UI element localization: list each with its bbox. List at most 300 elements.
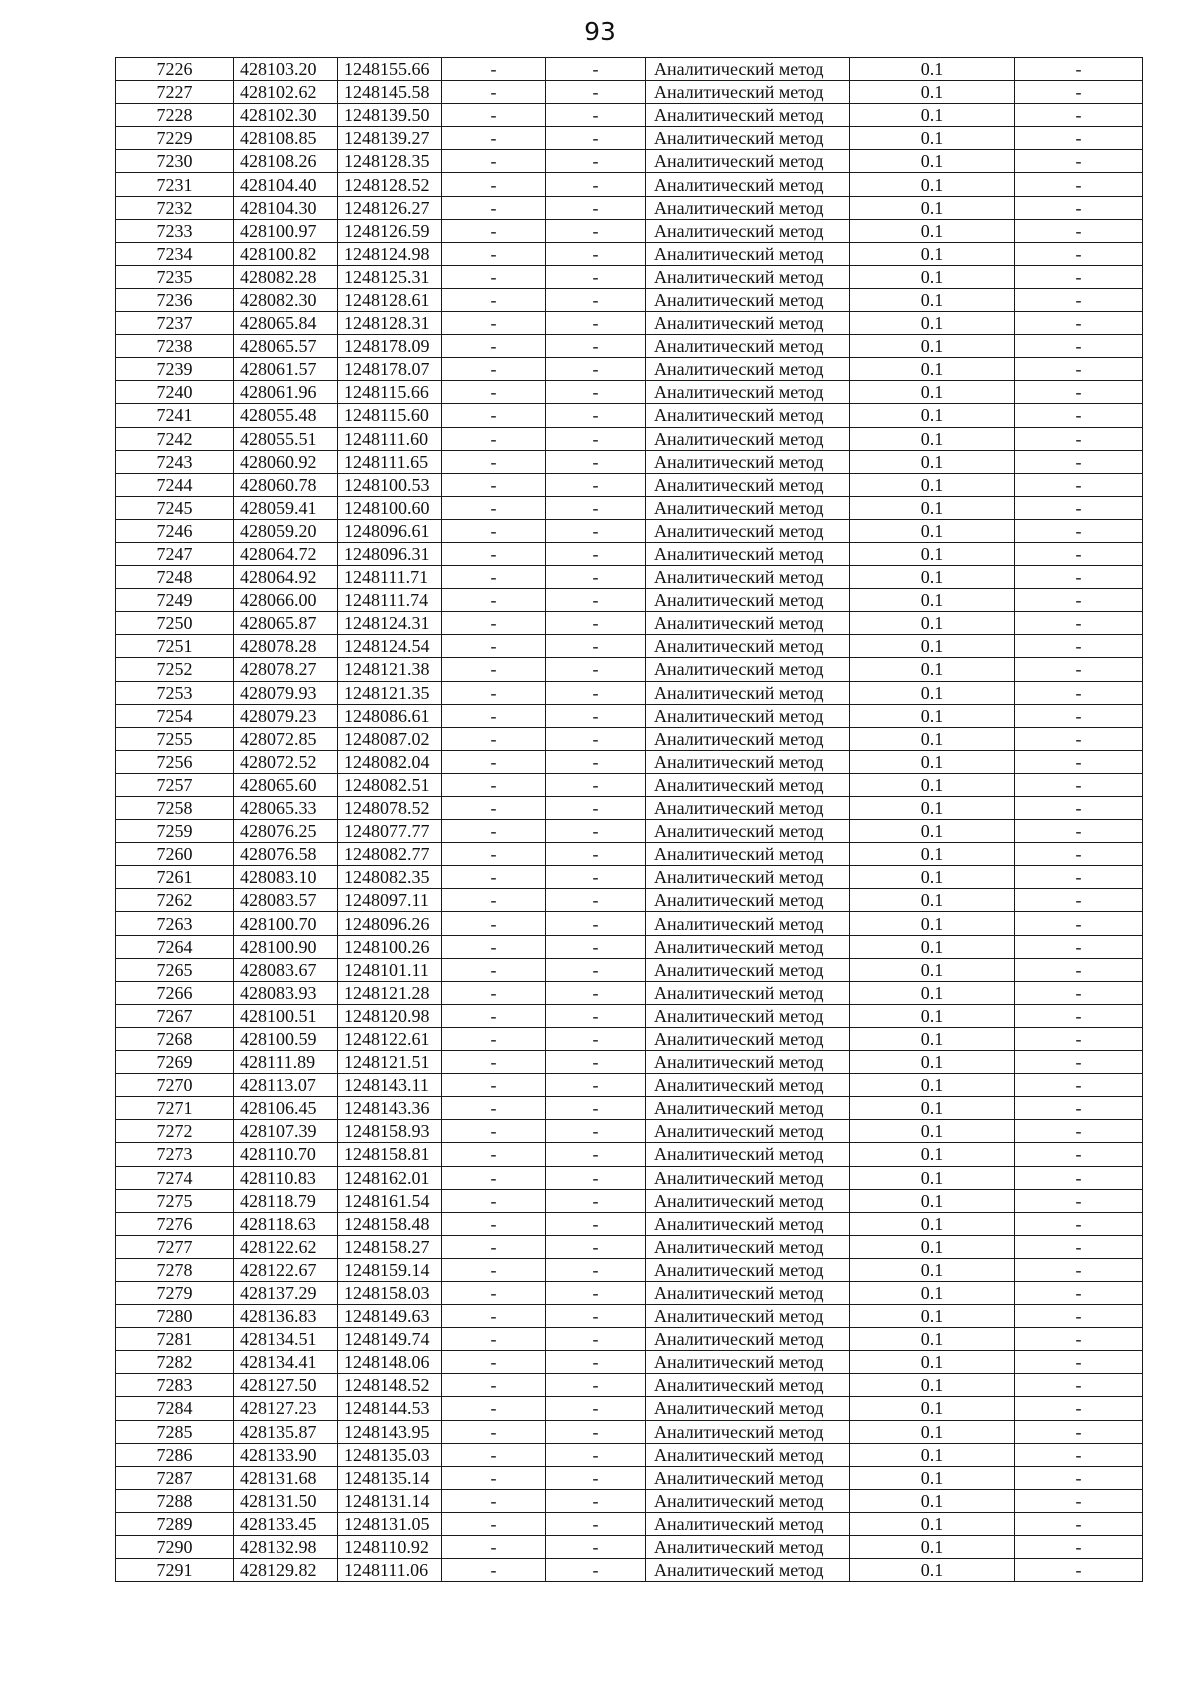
cell-y-coordinate: 1248135.14	[338, 1466, 442, 1489]
cell-method: Аналитический метод	[646, 1559, 850, 1582]
cell-accuracy: 0.1	[850, 473, 1015, 496]
cell-accuracy: 0.1	[850, 1466, 1015, 1489]
cell-point-number: 7237	[116, 312, 234, 335]
cell-y-coordinate: 1248143.36	[338, 1097, 442, 1120]
cell-note: -	[1015, 358, 1143, 381]
table-row	[116, 335, 1143, 358]
cell-x-coordinate: 428061.57	[234, 358, 338, 381]
cell-empty-a: -	[442, 127, 546, 150]
cell-method: Аналитический метод	[646, 773, 850, 796]
cell-accuracy: 0.1	[850, 542, 1015, 565]
cell-empty-b: -	[546, 1004, 646, 1027]
cell-y-coordinate: 1248128.52	[338, 173, 442, 196]
cell-point-number: 7280	[116, 1305, 234, 1328]
cell-y-coordinate: 1248128.61	[338, 288, 442, 311]
cell-note: -	[1015, 242, 1143, 265]
cell-point-number: 7279	[116, 1281, 234, 1304]
cell-x-coordinate: 428111.89	[234, 1051, 338, 1074]
cell-empty-a: -	[442, 1212, 546, 1235]
cell-empty-a: -	[442, 427, 546, 450]
cell-note: -	[1015, 1258, 1143, 1281]
cell-method: Аналитический метод	[646, 265, 850, 288]
cell-point-number: 7289	[116, 1512, 234, 1535]
cell-accuracy: 0.1	[850, 312, 1015, 335]
cell-note: -	[1015, 173, 1143, 196]
cell-empty-a: -	[442, 196, 546, 219]
cell-accuracy: 0.1	[850, 1212, 1015, 1235]
cell-x-coordinate: 428079.23	[234, 704, 338, 727]
cell-method: Аналитический метод	[646, 1420, 850, 1443]
cell-point-number: 7291	[116, 1559, 234, 1582]
cell-method: Аналитический метод	[646, 635, 850, 658]
cell-point-number: 7244	[116, 473, 234, 496]
cell-method: Аналитический метод	[646, 104, 850, 127]
cell-accuracy: 0.1	[850, 1258, 1015, 1281]
cell-empty-b: -	[546, 1420, 646, 1443]
cell-accuracy: 0.1	[850, 1051, 1015, 1074]
cell-x-coordinate: 428127.23	[234, 1397, 338, 1420]
cell-empty-a: -	[442, 335, 546, 358]
table-row	[116, 1097, 1143, 1120]
cell-y-coordinate: 1248121.38	[338, 658, 442, 681]
cell-point-number: 7254	[116, 704, 234, 727]
cell-empty-a: -	[442, 81, 546, 104]
cell-method: Аналитический метод	[646, 981, 850, 1004]
cell-x-coordinate: 428072.85	[234, 727, 338, 750]
cell-y-coordinate: 1248139.50	[338, 104, 442, 127]
cell-accuracy: 0.1	[850, 150, 1015, 173]
cell-x-coordinate: 428076.25	[234, 820, 338, 843]
cell-point-number: 7267	[116, 1004, 234, 1027]
cell-x-coordinate: 428066.00	[234, 589, 338, 612]
cell-empty-a: -	[442, 843, 546, 866]
cell-empty-b: -	[546, 219, 646, 242]
cell-accuracy: 0.1	[850, 589, 1015, 612]
cell-empty-a: -	[442, 1443, 546, 1466]
table-row	[116, 1328, 1143, 1351]
cell-y-coordinate: 1248139.27	[338, 127, 442, 150]
cell-method: Аналитический метод	[646, 312, 850, 335]
cell-accuracy: 0.1	[850, 1097, 1015, 1120]
cell-note: -	[1015, 566, 1143, 589]
cell-note: -	[1015, 496, 1143, 519]
cell-y-coordinate: 1248149.63	[338, 1305, 442, 1328]
table-row	[116, 1305, 1143, 1328]
cell-x-coordinate: 428108.85	[234, 127, 338, 150]
cell-y-coordinate: 1248111.65	[338, 450, 442, 473]
cell-x-coordinate: 428122.62	[234, 1235, 338, 1258]
cell-x-coordinate: 428060.92	[234, 450, 338, 473]
table-row	[116, 496, 1143, 519]
cell-note: -	[1015, 866, 1143, 889]
cell-method: Аналитический метод	[646, 1305, 850, 1328]
cell-empty-b: -	[546, 1189, 646, 1212]
cell-empty-b: -	[546, 797, 646, 820]
cell-empty-b: -	[546, 820, 646, 843]
cell-point-number: 7233	[116, 219, 234, 242]
cell-empty-b: -	[546, 1258, 646, 1281]
cell-x-coordinate: 428102.62	[234, 81, 338, 104]
cell-y-coordinate: 1248096.31	[338, 542, 442, 565]
cell-point-number: 7229	[116, 127, 234, 150]
cell-note: -	[1015, 104, 1143, 127]
cell-method: Аналитический метод	[646, 450, 850, 473]
cell-x-coordinate: 428100.70	[234, 912, 338, 935]
cell-accuracy: 0.1	[850, 981, 1015, 1004]
cell-method: Аналитический метод	[646, 1189, 850, 1212]
cell-empty-b: -	[546, 1536, 646, 1559]
cell-note: -	[1015, 450, 1143, 473]
cell-method: Аналитический метод	[646, 1536, 850, 1559]
cell-point-number: 7272	[116, 1120, 234, 1143]
cell-y-coordinate: 1248082.04	[338, 750, 442, 773]
cell-accuracy: 0.1	[850, 704, 1015, 727]
cell-method: Аналитический метод	[646, 1143, 850, 1166]
cell-point-number: 7266	[116, 981, 234, 1004]
cell-note: -	[1015, 1281, 1143, 1304]
coordinates-table-body	[116, 58, 1143, 1582]
cell-empty-b: -	[546, 1074, 646, 1097]
cell-note: -	[1015, 612, 1143, 635]
cell-y-coordinate: 1248124.98	[338, 242, 442, 265]
cell-point-number: 7235	[116, 265, 234, 288]
cell-empty-b: -	[546, 566, 646, 589]
table-row	[116, 312, 1143, 335]
cell-empty-b: -	[546, 1212, 646, 1235]
cell-note: -	[1015, 727, 1143, 750]
cell-empty-b: -	[546, 612, 646, 635]
cell-note: -	[1015, 58, 1143, 81]
cell-accuracy: 0.1	[850, 127, 1015, 150]
cell-note: -	[1015, 1166, 1143, 1189]
cell-method: Аналитический метод	[646, 797, 850, 820]
cell-empty-b: -	[546, 58, 646, 81]
cell-y-coordinate: 1248161.54	[338, 1189, 442, 1212]
cell-empty-a: -	[442, 612, 546, 635]
cell-accuracy: 0.1	[850, 1512, 1015, 1535]
cell-empty-a: -	[442, 358, 546, 381]
cell-empty-b: -	[546, 1097, 646, 1120]
cell-accuracy: 0.1	[850, 1189, 1015, 1212]
cell-note: -	[1015, 1143, 1143, 1166]
cell-empty-b: -	[546, 173, 646, 196]
cell-point-number: 7231	[116, 173, 234, 196]
cell-method: Аналитический метод	[646, 1374, 850, 1397]
cell-x-coordinate: 428100.82	[234, 242, 338, 265]
cell-x-coordinate: 428100.97	[234, 219, 338, 242]
cell-accuracy: 0.1	[850, 58, 1015, 81]
cell-empty-a: -	[442, 681, 546, 704]
cell-method: Аналитический метод	[646, 288, 850, 311]
table-row	[116, 658, 1143, 681]
cell-y-coordinate: 1248135.03	[338, 1443, 442, 1466]
cell-accuracy: 0.1	[850, 1281, 1015, 1304]
table-row	[116, 1420, 1143, 1443]
table-row	[116, 427, 1143, 450]
cell-empty-b: -	[546, 1027, 646, 1050]
cell-note: -	[1015, 889, 1143, 912]
table-row	[116, 358, 1143, 381]
cell-empty-a: -	[442, 1189, 546, 1212]
table-row	[116, 450, 1143, 473]
cell-empty-b: -	[546, 358, 646, 381]
cell-method: Аналитический метод	[646, 1097, 850, 1120]
cell-note: -	[1015, 404, 1143, 427]
cell-point-number: 7240	[116, 381, 234, 404]
cell-x-coordinate: 428060.78	[234, 473, 338, 496]
cell-empty-b: -	[546, 81, 646, 104]
cell-empty-a: -	[442, 889, 546, 912]
cell-accuracy: 0.1	[850, 81, 1015, 104]
cell-y-coordinate: 1248128.35	[338, 150, 442, 173]
cell-note: -	[1015, 150, 1143, 173]
table-row	[116, 288, 1143, 311]
table-row	[116, 635, 1143, 658]
cell-x-coordinate: 428065.87	[234, 612, 338, 635]
cell-x-coordinate: 428131.68	[234, 1466, 338, 1489]
cell-accuracy: 0.1	[850, 727, 1015, 750]
cell-x-coordinate: 428059.20	[234, 519, 338, 542]
cell-y-coordinate: 1248155.66	[338, 58, 442, 81]
cell-method: Аналитический метод	[646, 658, 850, 681]
cell-note: -	[1015, 958, 1143, 981]
cell-empty-b: -	[546, 727, 646, 750]
table-row	[116, 473, 1143, 496]
cell-empty-a: -	[442, 958, 546, 981]
cell-empty-a: -	[442, 150, 546, 173]
cell-accuracy: 0.1	[850, 889, 1015, 912]
cell-point-number: 7227	[116, 81, 234, 104]
cell-note: -	[1015, 704, 1143, 727]
cell-note: -	[1015, 1004, 1143, 1027]
cell-accuracy: 0.1	[850, 935, 1015, 958]
cell-empty-a: -	[442, 566, 546, 589]
cell-point-number: 7255	[116, 727, 234, 750]
cell-y-coordinate: 1248145.58	[338, 81, 442, 104]
cell-empty-b: -	[546, 381, 646, 404]
cell-point-number: 7239	[116, 358, 234, 381]
cell-empty-b: -	[546, 866, 646, 889]
cell-accuracy: 0.1	[850, 866, 1015, 889]
cell-method: Аналитический метод	[646, 1051, 850, 1074]
cell-method: Аналитический метод	[646, 427, 850, 450]
cell-x-coordinate: 428055.51	[234, 427, 338, 450]
cell-point-number: 7260	[116, 843, 234, 866]
cell-x-coordinate: 428127.50	[234, 1374, 338, 1397]
cell-y-coordinate: 1248158.48	[338, 1212, 442, 1235]
cell-empty-b: -	[546, 589, 646, 612]
cell-accuracy: 0.1	[850, 750, 1015, 773]
cell-method: Аналитический метод	[646, 358, 850, 381]
cell-empty-b: -	[546, 1305, 646, 1328]
cell-x-coordinate: 428133.45	[234, 1512, 338, 1535]
cell-x-coordinate: 428083.57	[234, 889, 338, 912]
cell-accuracy: 0.1	[850, 658, 1015, 681]
cell-x-coordinate: 428113.07	[234, 1074, 338, 1097]
cell-note: -	[1015, 635, 1143, 658]
cell-note: -	[1015, 335, 1143, 358]
cell-y-coordinate: 1248159.14	[338, 1258, 442, 1281]
cell-y-coordinate: 1248077.77	[338, 820, 442, 843]
cell-empty-b: -	[546, 1374, 646, 1397]
cell-empty-a: -	[442, 1351, 546, 1374]
cell-method: Аналитический метод	[646, 612, 850, 635]
cell-x-coordinate: 428131.50	[234, 1489, 338, 1512]
cell-accuracy: 0.1	[850, 1328, 1015, 1351]
cell-method: Аналитический метод	[646, 1466, 850, 1489]
cell-point-number: 7234	[116, 242, 234, 265]
cell-x-coordinate: 428103.20	[234, 58, 338, 81]
cell-empty-a: -	[442, 173, 546, 196]
cell-y-coordinate: 1248144.53	[338, 1397, 442, 1420]
cell-y-coordinate: 1248148.52	[338, 1374, 442, 1397]
table-row	[116, 958, 1143, 981]
table-row	[116, 1559, 1143, 1582]
cell-note: -	[1015, 1027, 1143, 1050]
cell-accuracy: 0.1	[850, 958, 1015, 981]
cell-method: Аналитический метод	[646, 542, 850, 565]
cell-x-coordinate: 428136.83	[234, 1305, 338, 1328]
table-row	[116, 750, 1143, 773]
cell-accuracy: 0.1	[850, 404, 1015, 427]
cell-y-coordinate: 1248121.51	[338, 1051, 442, 1074]
cell-x-coordinate: 428134.41	[234, 1351, 338, 1374]
cell-y-coordinate: 1248131.14	[338, 1489, 442, 1512]
cell-empty-a: -	[442, 589, 546, 612]
cell-point-number: 7249	[116, 589, 234, 612]
cell-y-coordinate: 1248158.03	[338, 1281, 442, 1304]
cell-note: -	[1015, 1512, 1143, 1535]
cell-method: Аналитический метод	[646, 1120, 850, 1143]
table-row	[116, 519, 1143, 542]
cell-empty-b: -	[546, 104, 646, 127]
table-row	[116, 1281, 1143, 1304]
cell-point-number: 7274	[116, 1166, 234, 1189]
cell-note: -	[1015, 519, 1143, 542]
cell-empty-b: -	[546, 1143, 646, 1166]
cell-point-number: 7236	[116, 288, 234, 311]
cell-y-coordinate: 1248101.11	[338, 958, 442, 981]
table-row	[116, 820, 1143, 843]
cell-point-number: 7285	[116, 1420, 234, 1443]
cell-method: Аналитический метод	[646, 173, 850, 196]
cell-empty-a: -	[442, 1074, 546, 1097]
cell-y-coordinate: 1248082.51	[338, 773, 442, 796]
cell-x-coordinate: 428132.98	[234, 1536, 338, 1559]
table-row	[116, 1258, 1143, 1281]
cell-empty-b: -	[546, 889, 646, 912]
cell-y-coordinate: 1248126.59	[338, 219, 442, 242]
cell-empty-a: -	[442, 773, 546, 796]
cell-accuracy: 0.1	[850, 1120, 1015, 1143]
cell-x-coordinate: 428100.51	[234, 1004, 338, 1027]
cell-y-coordinate: 1248100.26	[338, 935, 442, 958]
cell-note: -	[1015, 1374, 1143, 1397]
table-row	[116, 542, 1143, 565]
cell-x-coordinate: 428079.93	[234, 681, 338, 704]
page-number: 93	[584, 17, 616, 46]
cell-empty-a: -	[442, 1397, 546, 1420]
cell-y-coordinate: 1248115.66	[338, 381, 442, 404]
cell-y-coordinate: 1248082.35	[338, 866, 442, 889]
cell-empty-b: -	[546, 1443, 646, 1466]
cell-note: -	[1015, 773, 1143, 796]
cell-empty-b: -	[546, 150, 646, 173]
cell-y-coordinate: 1248097.11	[338, 889, 442, 912]
cell-x-coordinate: 428065.84	[234, 312, 338, 335]
cell-empty-b: -	[546, 542, 646, 565]
cell-point-number: 7242	[116, 427, 234, 450]
cell-note: -	[1015, 1420, 1143, 1443]
cell-note: -	[1015, 1443, 1143, 1466]
cell-empty-a: -	[442, 912, 546, 935]
table-row	[116, 196, 1143, 219]
cell-method: Аналитический метод	[646, 219, 850, 242]
cell-empty-b: -	[546, 1281, 646, 1304]
cell-accuracy: 0.1	[850, 219, 1015, 242]
cell-accuracy: 0.1	[850, 820, 1015, 843]
cell-method: Аналитический метод	[646, 589, 850, 612]
cell-note: -	[1015, 1235, 1143, 1258]
cell-note: -	[1015, 681, 1143, 704]
table-row	[116, 797, 1143, 820]
cell-y-coordinate: 1248096.61	[338, 519, 442, 542]
cell-note: -	[1015, 797, 1143, 820]
cell-accuracy: 0.1	[850, 843, 1015, 866]
cell-y-coordinate: 1248110.92	[338, 1536, 442, 1559]
cell-accuracy: 0.1	[850, 496, 1015, 519]
cell-accuracy: 0.1	[850, 1004, 1015, 1027]
cell-empty-a: -	[442, 750, 546, 773]
cell-point-number: 7264	[116, 935, 234, 958]
cell-empty-b: -	[546, 1512, 646, 1535]
cell-empty-b: -	[546, 1466, 646, 1489]
cell-point-number: 7252	[116, 658, 234, 681]
cell-note: -	[1015, 1397, 1143, 1420]
cell-empty-b: -	[546, 1559, 646, 1582]
cell-method: Аналитический метод	[646, 681, 850, 704]
cell-note: -	[1015, 1189, 1143, 1212]
cell-method: Аналитический метод	[646, 866, 850, 889]
cell-note: -	[1015, 820, 1143, 843]
cell-note: -	[1015, 1559, 1143, 1582]
cell-note: -	[1015, 1305, 1143, 1328]
cell-point-number: 7286	[116, 1443, 234, 1466]
cell-method: Аналитический метод	[646, 1351, 850, 1374]
cell-empty-b: -	[546, 496, 646, 519]
table-row	[116, 1074, 1143, 1097]
cell-accuracy: 0.1	[850, 1536, 1015, 1559]
cell-y-coordinate: 1248100.60	[338, 496, 442, 519]
cell-empty-b: -	[546, 196, 646, 219]
cell-x-coordinate: 428065.57	[234, 335, 338, 358]
cell-x-coordinate: 428137.29	[234, 1281, 338, 1304]
cell-accuracy: 0.1	[850, 1397, 1015, 1420]
cell-note: -	[1015, 1536, 1143, 1559]
cell-accuracy: 0.1	[850, 1166, 1015, 1189]
table-row	[116, 1443, 1143, 1466]
cell-accuracy: 0.1	[850, 773, 1015, 796]
cell-empty-a: -	[442, 1512, 546, 1535]
cell-note: -	[1015, 1212, 1143, 1235]
cell-y-coordinate: 1248122.61	[338, 1027, 442, 1050]
cell-point-number: 7263	[116, 912, 234, 935]
cell-accuracy: 0.1	[850, 1235, 1015, 1258]
cell-empty-a: -	[442, 542, 546, 565]
cell-note: -	[1015, 265, 1143, 288]
cell-accuracy: 0.1	[850, 635, 1015, 658]
cell-empty-a: -	[442, 1489, 546, 1512]
